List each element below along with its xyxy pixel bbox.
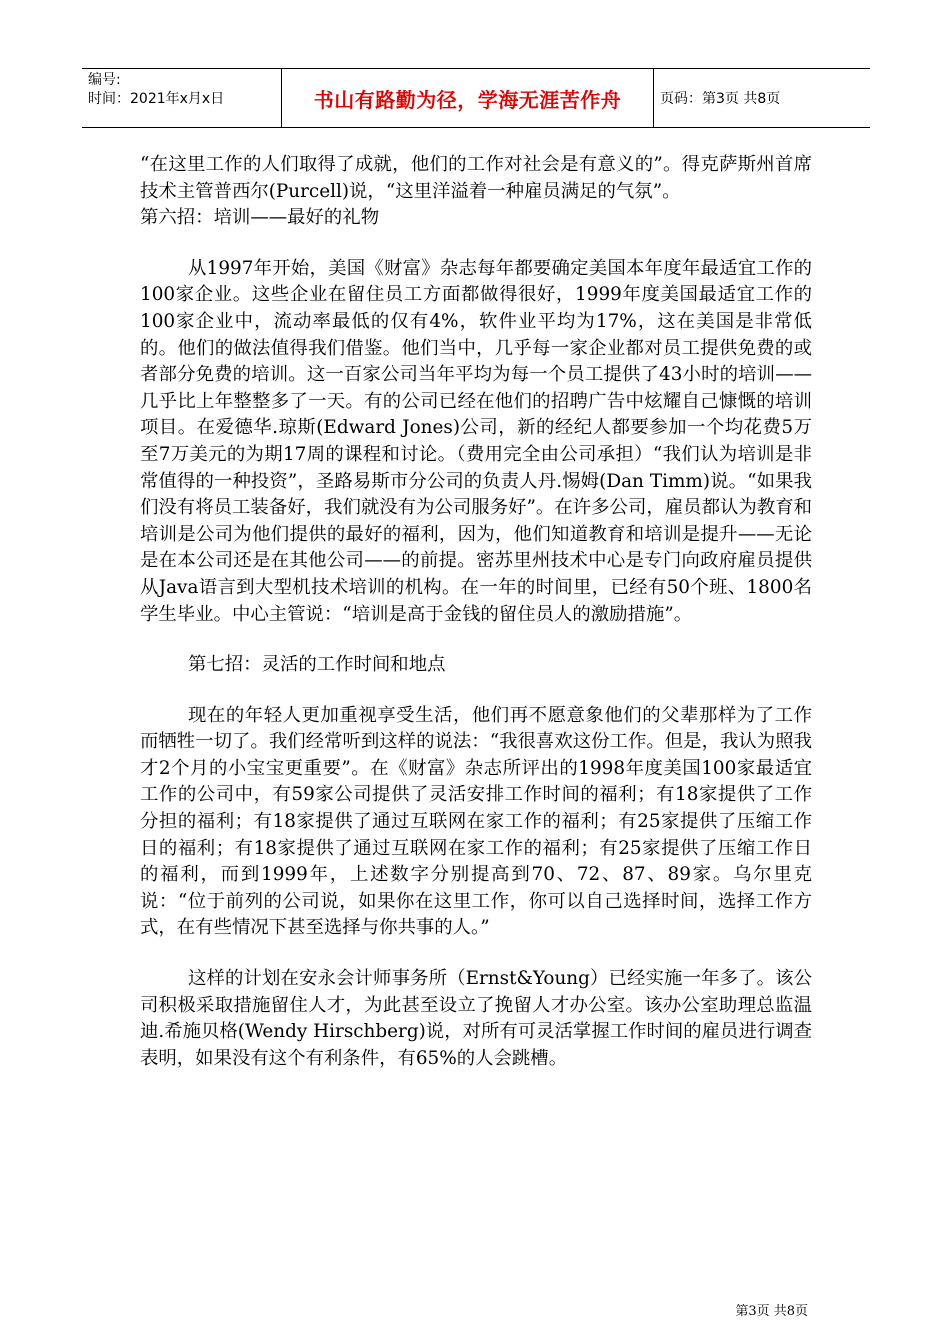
paragraph-quote: “在这里工作的人们取得了成就，他们的工作对社会是有意义的”。得克萨斯州首席技术主管普西尔(Purcell)说，“这里洋溢着一种雇员满足的气氛”。 <box>140 154 812 202</box>
paragraph-flexible-time: 现在的年轻人更加重视享受生活，他们再不愿意象他们的父辈那样为了工作而牺牲一切了。我们经常听到这样的说法：“我很喜欢这份工作。但是，我认为照我才2个月的小宝宝更重要”。在《财富》杂志所评出的1998年度美国100家最适宜工作的公司中，有59家公司提供了灵活安排工作时间的福利；有18家提供了工作分担的福利；有18家提供了通过互联网在家工作的福利；有25家提供了压缩工作日的福利；有18家提供了通过互联网在家工作的福利；有25家提供了压缩工作日的福利，而到1999年，上述数字分别提高到70、72、87、89家。乌尔里克说：“位于前列的公司说，如果你在这里工作，你可以自己选择时间，选择工作方式，在有些情况下甚至选择与你共事的人。” <box>140 704 812 939</box>
header-page-code: 页码：第3页 共8页 <box>660 91 781 107</box>
paragraph-training: 从1997年开始，美国《财富》杂志每年都要确定美国本年度年最适宜工作的100家企业。这些企业在留住员工方面都做得很好，1999年度美国最适宜工作的100家企业中，流动率最低的仅有4%，软件业平均为17%，这在美国是非常低的。他们的做法值得我们借鉴。他们当中，几乎每一家企业都对员工提供免费的或者部分免费的培训。这一百家公司当年平均为每一个员工提供了43小时的培训——几乎比上年整整多了一天。有的公司已经在他们的招聘广告中炫耀自己慷慨的培训项目。在爱德华.琼斯(Edward Jones)公司，新的经纪人都要参加一个均花费5万至7万美元的为期17周的课程和讨论。（费用完全由公司承担）“我们认为培训是非常值得的一种投资”，圣路易斯市分公司的负责人丹.惕姆(Dan Timm)说。“如果我们没有将员工装备好，我们就没有为公司服务好”。在许多公司，雇员都认为教育和培训是公司为他们提供的最好的福利，因为，他们知道教育和培训是提升——无论是在本公司还是在其他公司——的前提。密苏里州技术中心是专门向政府雇员提供从Java语言到大型机技术培训的机构。在一年的时间里，已经有50个班、1800名学生毕业。中心主管说：“培训是高于金钱的留住员人的激励措施”。 <box>140 257 812 625</box>
header-motto: 书山有路勤为径，学海无涯苦作舟 <box>282 69 654 127</box>
time-label: 时间：2021年x月x日 <box>88 91 225 107</box>
page-header <box>82 68 870 128</box>
document-body <box>140 152 812 1072</box>
paragraph-ernst-young: 这样的计划在安永会计师事务所（Ernst&Young）已经实施一年多了。该公司积极采取措施留住人才，为此甚至设立了挽留人才办公室。该办公室助理总监温迪.希施贝格(Wendy Hirschberg)说，对所有可灵活掌握工作时间的雇员进行调查表明，如果没有这个有利条件，有65%的人会跳槽。 <box>140 968 813 1069</box>
section-heading-7: 第七招：灵活的工作时间和地点 <box>188 654 446 676</box>
page-footer: 第3页 共8页 <box>735 1304 808 1319</box>
header-meta <box>82 69 282 127</box>
number-label: 编号: <box>88 72 121 88</box>
section-heading-6: 第六招：培训——最好的礼物 <box>140 207 380 229</box>
